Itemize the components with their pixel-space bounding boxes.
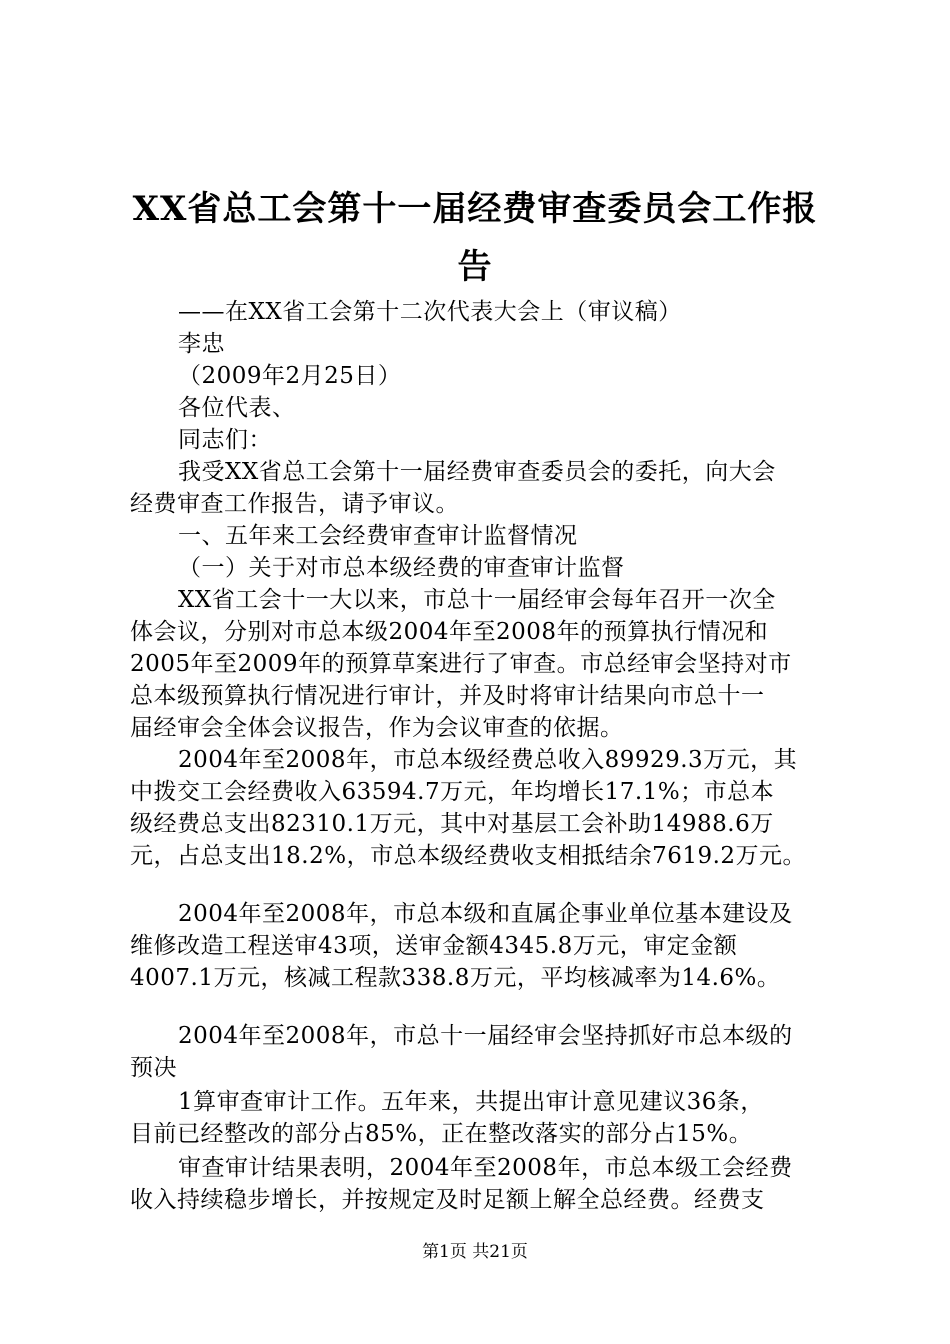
salutation-line-2: 同志们： xyxy=(178,427,272,453)
subsection-heading: （一）关于对市总本级经费的审查审计监督 xyxy=(178,555,625,581)
paragraph-line: 维修改造工程送审43项，送审金额4345.8万元，审定金额 xyxy=(130,933,738,959)
document-title-line-2: 告 xyxy=(457,247,493,287)
paragraph-line: 2004年至2008年，市总十一届经审会坚持抓好市总本级的 xyxy=(178,1023,793,1049)
paragraph-line: 2005年至2009年的预算草案进行了审查。市总经审会坚持对市 xyxy=(130,651,792,677)
document-title-line-1: XX省总工会第十一届经费审查委员会工作报 xyxy=(132,189,818,229)
paragraph-line: XX省工会十一大以来，市总十一届经审会每年召开一次全 xyxy=(178,587,776,613)
paragraph-line: 2004年至2008年，市总本级和直属企事业单位基本建设及 xyxy=(178,901,793,927)
paragraph-line: 体会议，分别对市总本级2004年至2008年的预算执行情况和 xyxy=(130,619,769,645)
page-number: 第1页 共21页 xyxy=(422,1242,528,1262)
paragraph-line: 审查审计结果表明，2004年至2008年，市总本级工会经费 xyxy=(178,1155,793,1181)
document-subtitle: ——在XX省工会第十二次代表大会上（审议稿） xyxy=(178,299,682,325)
paragraph-line: 元，占总支出18.2%，市总本级经费收支相抵结余7619.2万元。 xyxy=(130,843,807,869)
page-footer xyxy=(0,1240,950,1264)
paragraph-line: 收入持续稳步增长，并按规定及时足额上解全总经费。经费支 xyxy=(130,1187,765,1213)
paragraph-line: 4007.1万元，核减工程款338.8万元，平均核减率为14.6%。 xyxy=(130,965,781,991)
paragraph-line: 预决 xyxy=(130,1055,177,1081)
paragraph-line: 目前已经整改的部分占85%，正在整改落实的部分占15%。 xyxy=(130,1121,753,1147)
paragraph-line: 1算审查审计工作。五年来，共提出审计意见建议36条， xyxy=(178,1089,764,1115)
paragraph-line: 总本级预算执行情况进行审计，并及时将审计结果向市总十一 xyxy=(130,683,765,709)
salutation-line-1: 各位代表、 xyxy=(178,395,296,421)
section-heading: 一、五年来工会经费审查审计监督情况 xyxy=(178,523,578,549)
intro-line: 经费审查工作报告，请予审议。 xyxy=(130,491,459,517)
document-author: 李忠 xyxy=(178,331,225,357)
paragraph-line: 级经费总支出82310.1万元，其中对基层工会补助14988.6万 xyxy=(130,811,774,837)
intro-line: 我受XX省总工会第十一届经费审查委员会的委托，向大会 xyxy=(178,459,776,485)
paragraph-line: 中拨交工会经费收入63594.7万元，年均增长17.1%；市总本 xyxy=(130,779,775,805)
document-date: （2009年2月25日） xyxy=(178,363,402,389)
paragraph-line: 届经审会全体会议报告，作为会议审查的依据。 xyxy=(130,715,624,741)
paragraph-line: 2004年至2008年，市总本级经费总收入89929.3万元，其 xyxy=(178,747,798,773)
